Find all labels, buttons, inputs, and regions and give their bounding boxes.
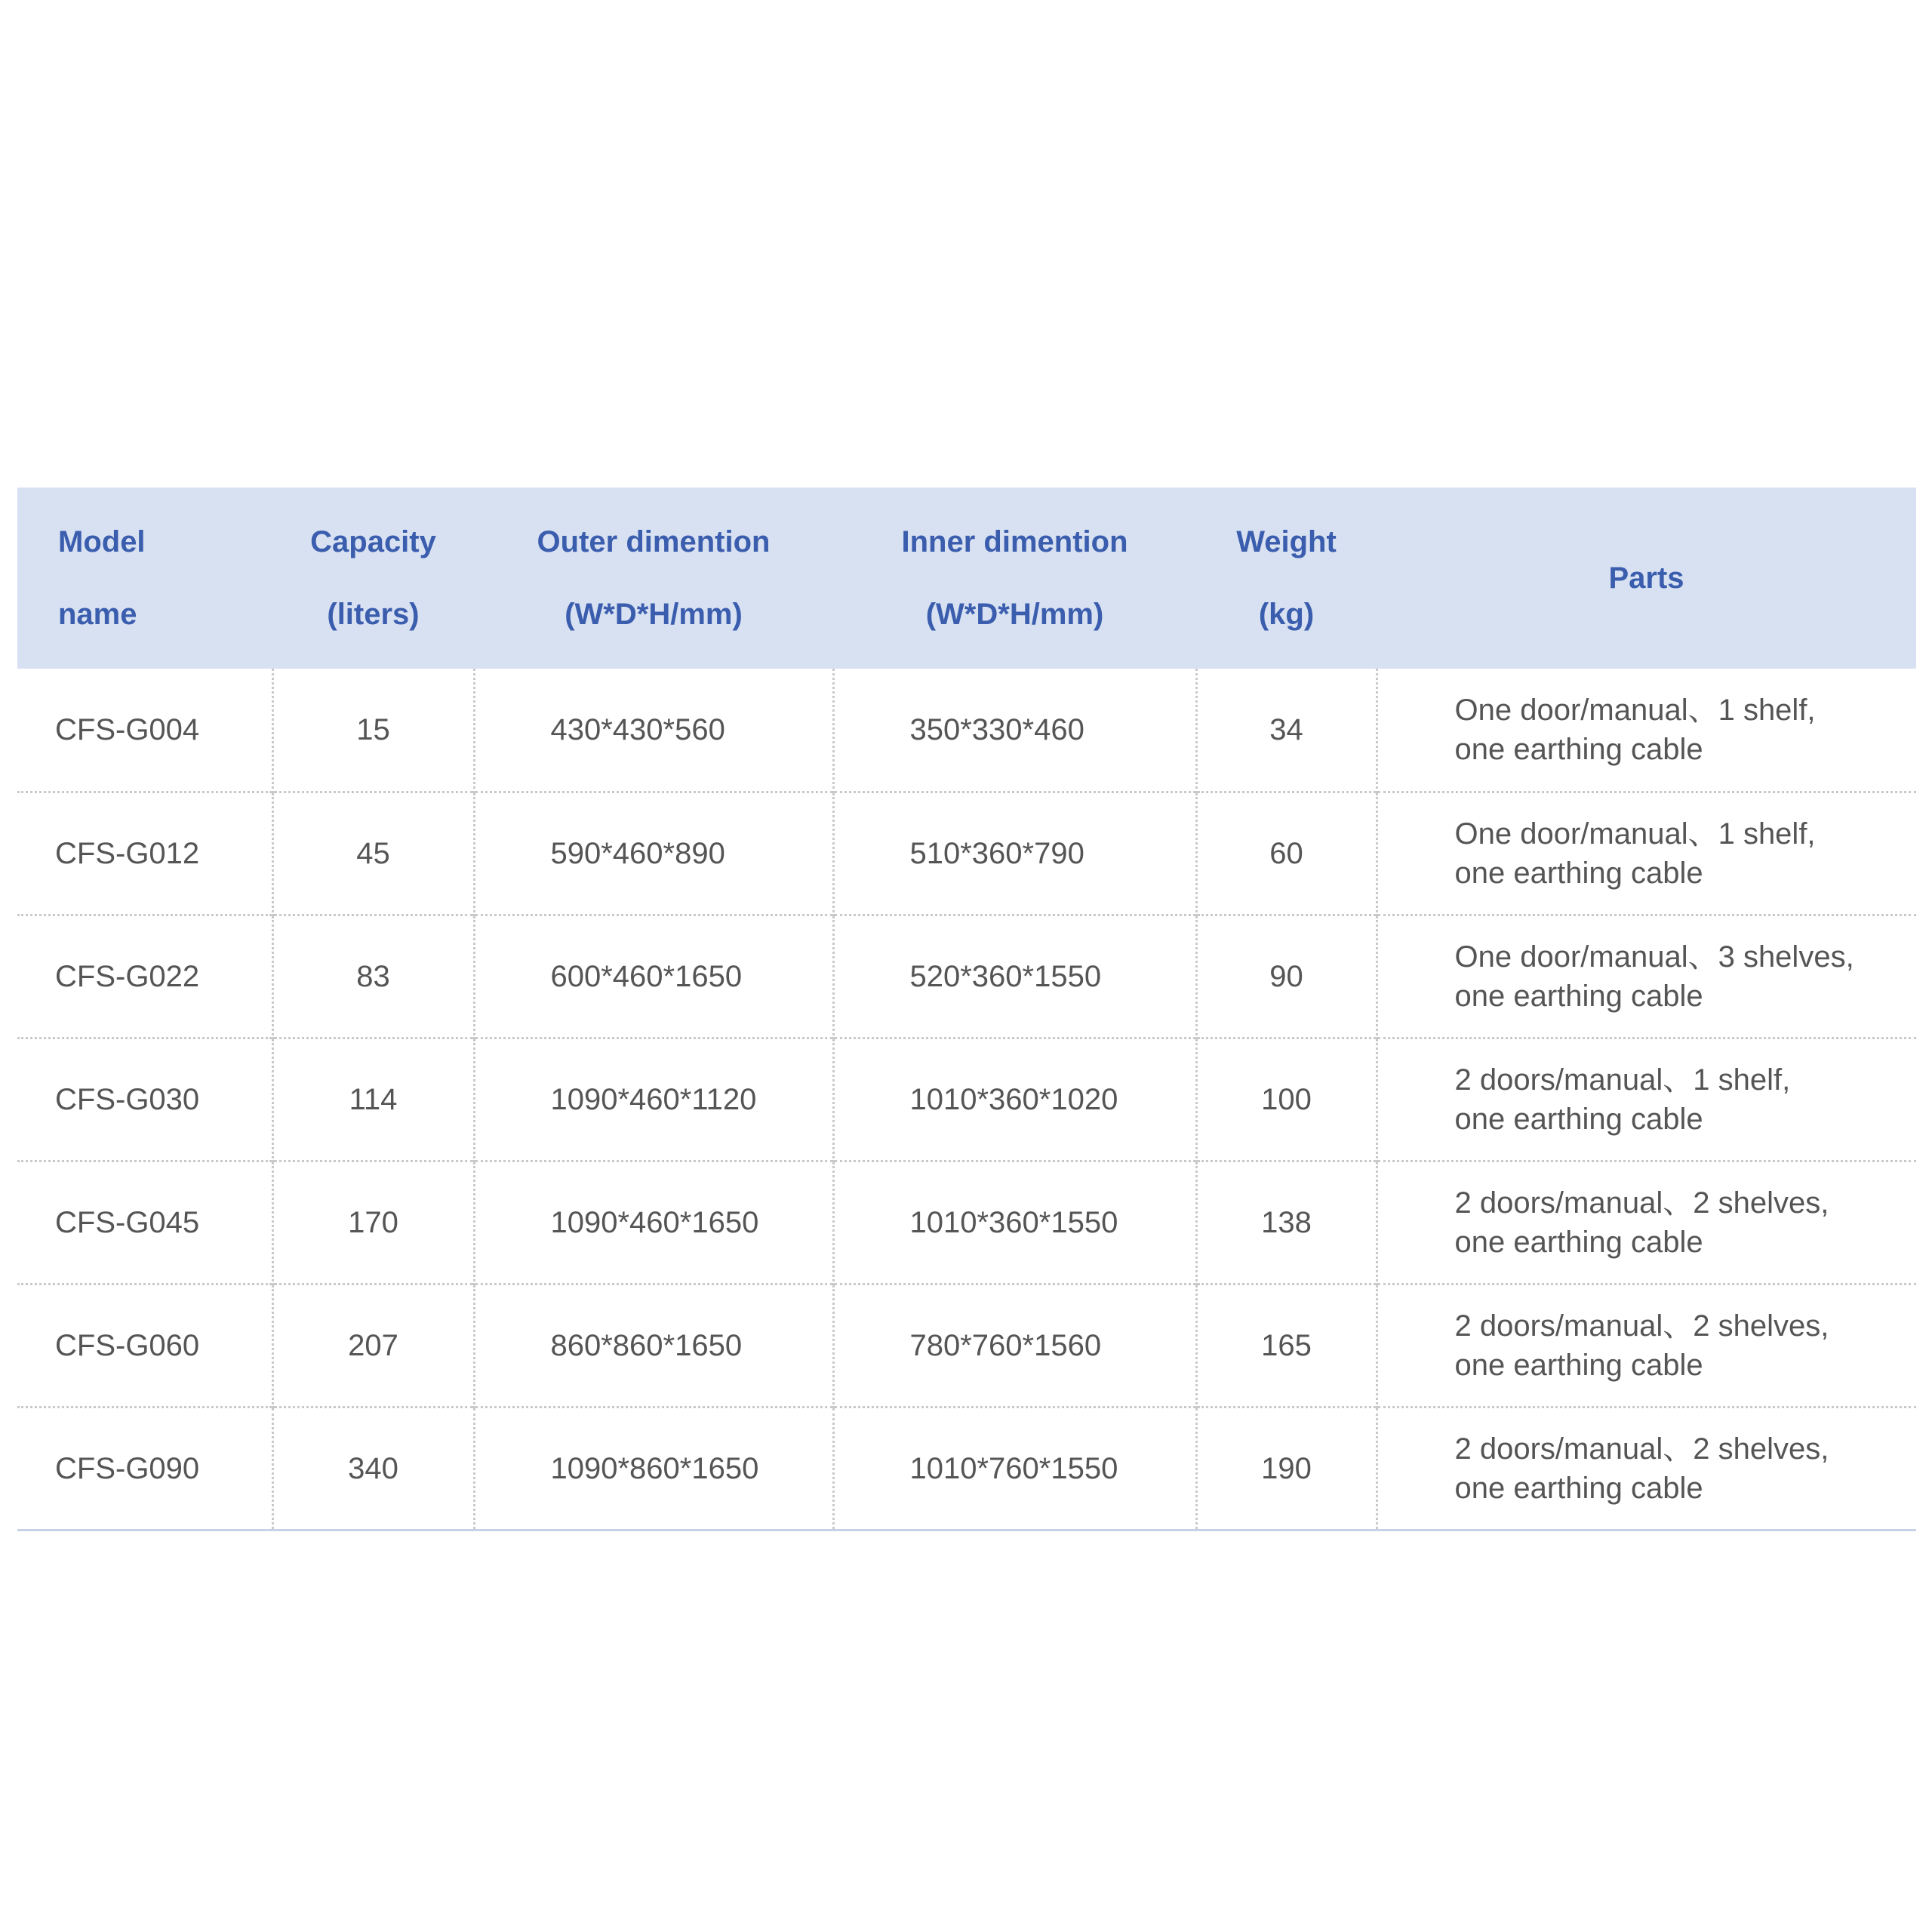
cell-weight: 165 — [1196, 1284, 1377, 1407]
cell-inner-dimension: 780*760*1560 — [833, 1284, 1196, 1407]
cell-outer-dimension: 600*460*1650 — [474, 915, 833, 1038]
cell-inner-dimension: 510*360*790 — [833, 792, 1196, 915]
cell-parts: 2 doors/manual、1 shelf, one earthing cable — [1377, 1038, 1916, 1161]
header-outer-dimension: Outer dimention (W*D*H/mm) — [537, 525, 771, 631]
cell-outer-dimension: 430*430*560 — [474, 669, 833, 792]
cell-parts: One door/manual、3 shelves, one earthing cable — [1377, 915, 1916, 1038]
cell-weight: 190 — [1196, 1407, 1377, 1530]
table-row — [17, 669, 1916, 792]
table-row — [17, 792, 1916, 915]
cell-inner-dimension: 1010*760*1550 — [833, 1407, 1196, 1530]
cell-model: CFS-G022 — [55, 959, 200, 993]
table-row — [17, 915, 1916, 1038]
cell-model: CFS-G030 — [55, 1082, 200, 1116]
cell-inner-dimension: 520*360*1550 — [833, 915, 1196, 1038]
cell-capacity: 207 — [272, 1284, 474, 1407]
cell-outer-dimension: 1090*860*1650 — [474, 1407, 833, 1530]
cell-parts: 2 doors/manual、2 shelves, one earthing cable — [1377, 1161, 1916, 1284]
cell-model: CFS-G012 — [55, 836, 200, 870]
cell-capacity: 45 — [272, 792, 474, 915]
cell-outer-dimension: 590*460*890 — [474, 792, 833, 915]
cell-weight: 34 — [1196, 669, 1377, 792]
spec-table — [17, 488, 1916, 1531]
cell-model: CFS-G060 — [55, 1328, 200, 1362]
table-row — [17, 1284, 1916, 1407]
cell-inner-dimension: 1010*360*1020 — [833, 1038, 1196, 1161]
header-capacity: Capacity (liters) — [310, 525, 436, 631]
cell-inner-dimension: 1010*360*1550 — [833, 1161, 1196, 1284]
header-model-name: Model name — [58, 525, 146, 631]
cell-parts: 2 doors/manual、2 shelves, one earthing cable — [1377, 1284, 1916, 1407]
cell-weight: 60 — [1196, 792, 1377, 915]
cell-inner-dimension: 350*330*460 — [833, 669, 1196, 792]
cell-weight: 138 — [1196, 1161, 1377, 1284]
cell-capacity: 340 — [272, 1407, 474, 1530]
cell-capacity: 170 — [272, 1161, 474, 1284]
cell-parts: 2 doors/manual、2 shelves, one earthing cable — [1377, 1407, 1916, 1530]
header-inner-dimension: Inner dimention (W*D*H/mm) — [901, 525, 1128, 631]
table-row — [17, 1407, 1916, 1530]
cell-outer-dimension: 1090*460*1120 — [474, 1038, 833, 1161]
cell-parts: One door/manual、1 shelf, one earthing cable — [1377, 669, 1916, 792]
cell-capacity: 83 — [272, 915, 474, 1038]
table-row — [17, 1161, 1916, 1284]
table-header-row — [17, 488, 1916, 669]
header-weight: Weight (kg) — [1236, 525, 1337, 631]
cell-weight: 100 — [1196, 1038, 1377, 1161]
cell-capacity: 15 — [272, 669, 474, 792]
table-row — [17, 1038, 1916, 1161]
cell-parts: One door/manual、1 shelf, one earthing cable — [1377, 792, 1916, 915]
cell-model: CFS-G004 — [55, 712, 200, 746]
cell-weight: 90 — [1196, 915, 1377, 1038]
header-parts: Parts — [1608, 561, 1684, 595]
cell-model: CFS-G090 — [55, 1451, 200, 1485]
cell-model: CFS-G045 — [55, 1205, 200, 1239]
cell-outer-dimension: 860*860*1650 — [474, 1284, 833, 1407]
cell-outer-dimension: 1090*460*1650 — [474, 1161, 833, 1284]
cell-capacity: 114 — [272, 1038, 474, 1161]
